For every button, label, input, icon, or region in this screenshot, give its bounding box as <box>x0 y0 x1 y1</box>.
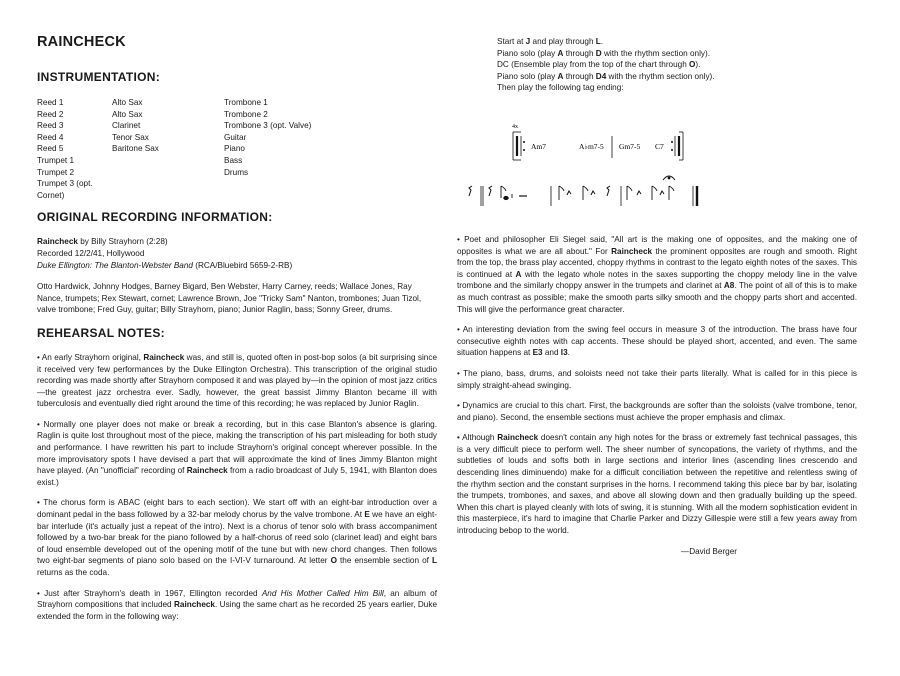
tag-rhythm-line <box>469 176 697 206</box>
part-item: Reed 4 <box>37 132 64 142</box>
form-step: Then play the following tag ending: <box>497 83 624 93</box>
recording-heading: ORIGINAL RECORDING INFORMATION: <box>37 210 273 225</box>
note-paragraph: • Although Raincheck doesn't contain any high notes for the brass or extremely fast technical passages, this is a very difficult piece to perform well. The sheer number of syncopations, the variety of rhythms, and the subtleties of louds and softs both in large sections and interior lines (ascending lines crescendo and descending lines diminuendo) make for a difficult conciliation between the repetitive and relentless swing of the rhythm section and the constant surprises in the horns. I recommend taking this piece bar by bar, isolating the trumpets, trombones, and saxes, and above all slowing down and then gradually building up the speed. When this chart is played cleanly with lots of swing, it is stunning. With all the modern sophistication evident in this masterpiece, it's hard to imagine that Charlie Parker and Dizzy Gillespie were still a few years away from introducing bebop to the world. <box>457 433 857 536</box>
right-column <box>457 36 857 557</box>
recording-personnel: Otto Hardwick, Johnny Hodges, Barney Bigard, Ben Webster, Harry Carney, reeds; Wallace Jones, Ray Nance, trumpets; Rex Stewart, cornet; Lawrence Brown, Joe "Tricky Sam" Nanton, trombones; Juan Tizol, valve trombone; Fred Guy, guitar; Billy Strayhorn, piano; Junior Raglin, bass; Sonny Greer, drums. <box>37 282 422 315</box>
note-paragraph: • Dynamics are crucial to this chart. First, the backgrounds are softer than the soloists (valve trombone, tenor, and piano). Second, the ensemble sections must achieve the proper emphasis and climax. <box>457 401 857 422</box>
instrumentation-heading: INSTRUMENTATION: <box>37 70 161 84</box>
instrument-item: Piano <box>224 144 245 154</box>
instrumentation-list <box>37 97 437 201</box>
recording-date: Recorded 12/2/41, Hollywood <box>37 248 145 258</box>
instrument-item: Alto Sax <box>112 98 143 107</box>
instrument-item: Trombone 2 <box>224 109 268 119</box>
repeat-count: 4x <box>512 123 518 130</box>
note-paragraph: • An early Strayhorn original, Raincheck was, and still is, quoted often in post-bop solos (a bit surprising since it received very few performances by the Duke Ellington Orchestra). This transcription of the original studio recording was made shortly after Strayhorn composed it and was played by—in the opinion of most jazz critics—the greatest jazz orchestra ever. Sadly, however, the great bassist Jimmy Blanton became ill with tuberculosis and eventually died right around the time of this recording; he was replaced by Junior Raglin. <box>37 352 438 409</box>
chord-symbol: A♭m7-5 <box>579 141 604 151</box>
note-paragraph: • Normally one player does not make or break a recording, but in this case Blanton's absence is glaring. Raglin is quite lost throughout most of the piece, making the transcription of his part misleading for both study and performance. I have rewritten his part to include Strayhorn's original concept wherever possible. In the more improvisatory spots I have devised a part that will approximate the kind of lines Jimmy Blanton might have played. (An "unofficial" recording of Raincheck from a radio broadcast of July 5, 1941, with Blanton does exist.) <box>37 419 437 487</box>
chord-symbol: C7 <box>655 141 664 151</box>
instrument-names-column <box>112 97 224 201</box>
part-item: Trumpet 2 <box>37 167 75 177</box>
tag-ending-notation <box>457 94 857 224</box>
form-steps <box>457 36 857 94</box>
rehearsal-heading: REHEARSAL NOTES: <box>37 325 165 340</box>
author-signature: —David Berger <box>681 546 737 556</box>
note-paragraph: • An interesting deviation from the swing feel occurs in measure 3 of the introduction. The brass have four consecutive eighth notes with cap accents. These should be played short, accented, and even. The same situation happens at E3 and I3. <box>457 325 857 358</box>
rhythm-brass-column <box>224 97 344 201</box>
note-paragraph: • Poet and philosopher Eli Siegel said, "All art is the making one of opposites, and the making one of opposites is what we are all about." For Raincheck the prominent opposites are rough and smooth. Right from the top, the brass play accented, choppy rhythms in contrast to the legato eighth notes of the saxes. This is continued at A with the legato whole notes in the saxes supporting the choppy melody line in the valve trombone and the similarly choppy answer in the trumpets and clarinet at A8. The point of all of this is to make as much contrast as possible; make the smooth parts silky smooth and the choppy parts short and accented. This will give the performance great character. <box>457 234 858 314</box>
right-notes <box>457 234 857 557</box>
part-item: Trumpet 3 (opt. Cornet) <box>37 179 93 200</box>
tag-chord-chart <box>512 124 683 160</box>
recording-label: (RCA/Bluebird 5659-2-RB) <box>192 260 293 270</box>
part-item: Reed 5 <box>37 144 64 154</box>
chord-symbol: Am7 <box>531 141 546 151</box>
part-item: Reed 3 <box>37 121 64 131</box>
note-paragraph: • The chorus form is ABAC (eight bars to each section). We start off with an eight-bar introduction over a dominant pedal in the bass followed by a 32-bar melody chorus by the valve trombone. At E we have an eight-bar interlude (it's actually just a repeat of the intro). Next is a chorus of tenor solo with brass accompaniment followed by a two-bar break for the piano followed by a half-chorus of reed solo (clarinet lead) and eight bars of loud ensemble developed out of the opening motif of the tune but with new chord changes. Then follows two eight-bar segments of piano solo based on the I-VI-V turnaround. At letter O the ensemble section of L returns as the coda. <box>37 498 438 577</box>
part-item: Reed 1 <box>37 98 64 107</box>
instrument-item: Guitar <box>224 132 247 142</box>
page-title: RAINCHECK <box>37 34 126 50</box>
recording-info <box>37 236 437 316</box>
instrument-item: Trombone 1 <box>224 98 268 107</box>
note-paragraph: • Just after Strayhorn's death in 1967, Ellington recorded And His Mother Called Him Bill, an album of Strayhorn compositions that included Raincheck. Using the same chart as he recorded 25 years earlier, Duke extended the form in the following way: <box>37 588 437 621</box>
part-item: Trumpet 1 <box>37 155 75 165</box>
recording-composer: by Billy Strayhorn (2:28) <box>77 237 168 247</box>
instrument-item: Bass <box>224 155 243 165</box>
note-paragraph: • The piano, bass, drums, and soloists need not take their parts literally. What is called for in this piece is simply straight-ahead swinging. <box>457 368 857 390</box>
recording-title: Raincheck <box>37 237 78 247</box>
part-item: Reed 2 <box>37 109 64 119</box>
chord-symbol: Gm7-5 <box>619 141 641 151</box>
form-step: Piano solo (play A through D4 with the rhythm section only). <box>497 71 715 81</box>
rehearsal-notes <box>37 352 437 622</box>
instrument-item: Alto Sax <box>112 109 143 119</box>
form-step: Piano solo (play A through D with the rhythm section only). <box>497 48 711 58</box>
quarter-rest <box>469 186 472 196</box>
instrument-parts-column <box>37 97 112 201</box>
left-column <box>37 34 437 631</box>
instrument-item: Trombone 3 (opt. Valve) <box>224 121 312 131</box>
instrument-item: Drums <box>224 167 249 177</box>
form-step: Start at J and play through L. <box>497 37 604 46</box>
recording-title-line <box>37 236 437 248</box>
instrument-item: Tenor Sax <box>112 132 149 142</box>
instrument-item: Baritone Sax <box>112 144 159 154</box>
form-step: DC (Ensemble play from the top of the chart through O). <box>497 60 701 70</box>
instrument-item: Clarinet <box>112 121 141 131</box>
recording-album: Duke Ellington: The Blanton-Webster Band <box>37 260 193 270</box>
recording-album-line <box>37 260 437 272</box>
